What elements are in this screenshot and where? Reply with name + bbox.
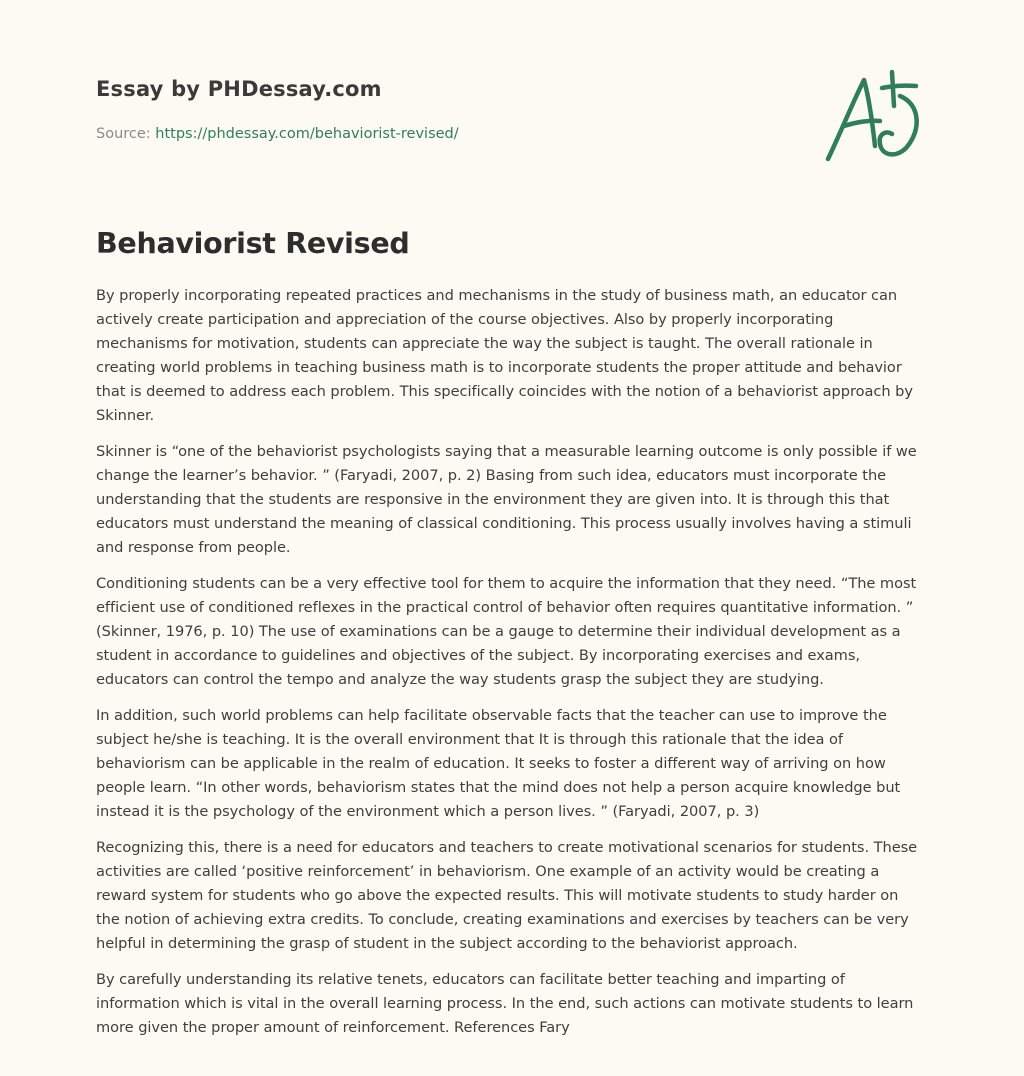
source-link[interactable]: https://phdessay.com/behaviorist-revised/ <box>155 126 459 142</box>
paragraph: In addition, such world problems can help facilitate observable facts that the teacher can use to improve the subject he/she is teaching. It is the overall environment that It is through this rationale that the idea of behaviorism can be applicable in the realm of education. It seeks to foster a different way of arriving on how people learn. “In other words, behaviorism states that the mind does not help a person acquire knowledge but instead it is the psychology of the environment which a person lives. ” (Faryadi, 2007, p. 3) <box>96 707 901 820</box>
paragraph: Conditioning students can be a very effective tool for them to acquire the information that they need. “The most efficient use of conditioned reflexes in the practical control of behavior often requires quantitative information. ” (Skinner, 1976, p. 10) The use of examinations can be a gauge to determine their individual development as a student in accordance to guidelines and objectives of the subject. By incorporating exercises and exams, educators can control the tempo and analyze the way students grasp the subject they are studying. <box>96 575 917 688</box>
page-header <box>96 74 796 144</box>
paragraph: Skinner is “one of the behaviorist psychologists saying that a measurable learning outcome is only possible if we change the learner’s behavior. ” (Faryadi, 2007, p. 2) Basing from such idea, educators must incorporate the understanding that the students are responsive in the environment they are given into. It is through this that educators must understand the meaning of classical conditioning. This process usually involves having a stimuli and response from people. <box>96 443 917 556</box>
paragraph: By carefully understanding its relative tenets, educators can facilitate better teaching and imparting of information which is vital in the overall learning process. In the end, such actions can motivate students to learn more given the proper amount of reinforcement. References Fary <box>96 971 914 1036</box>
article-body <box>96 284 926 1052</box>
site-brand: Essay by PHDessay.com <box>96 77 382 101</box>
a-plus-logo-icon <box>820 64 932 168</box>
source-line <box>96 124 796 144</box>
paragraph: By properly incorporating repeated practices and mechanisms in the study of business math, an educator can actively create participation and appreciation of the course objectives. Also by properly incorporating mechanisms for motivation, students can appreciate the way the subject is taught. The overall rationale in creating world problems in teaching business math is to incorporate students the proper attitude and behavior that is deemed to address each problem. This specifically coincides with the notion of a behaviorist approach by Skinner. <box>96 287 913 424</box>
paragraph: Recognizing this, there is a need for educators and teachers to create motivational scenarios for students. These activities are called ‘positive reinforcement’ in behaviorism. One example of an activity would be creating a reward system for students who go above the expected results. This will motivate students to study harder on the notion of achieving extra credits. To conclude, creating examinations and exercises by teachers can be very helpful in determining the grasp of student in the subject according to the behaviorist approach. <box>96 839 918 952</box>
source-label: Source: <box>96 126 156 142</box>
article-title: Behaviorist Revised <box>96 227 410 260</box>
